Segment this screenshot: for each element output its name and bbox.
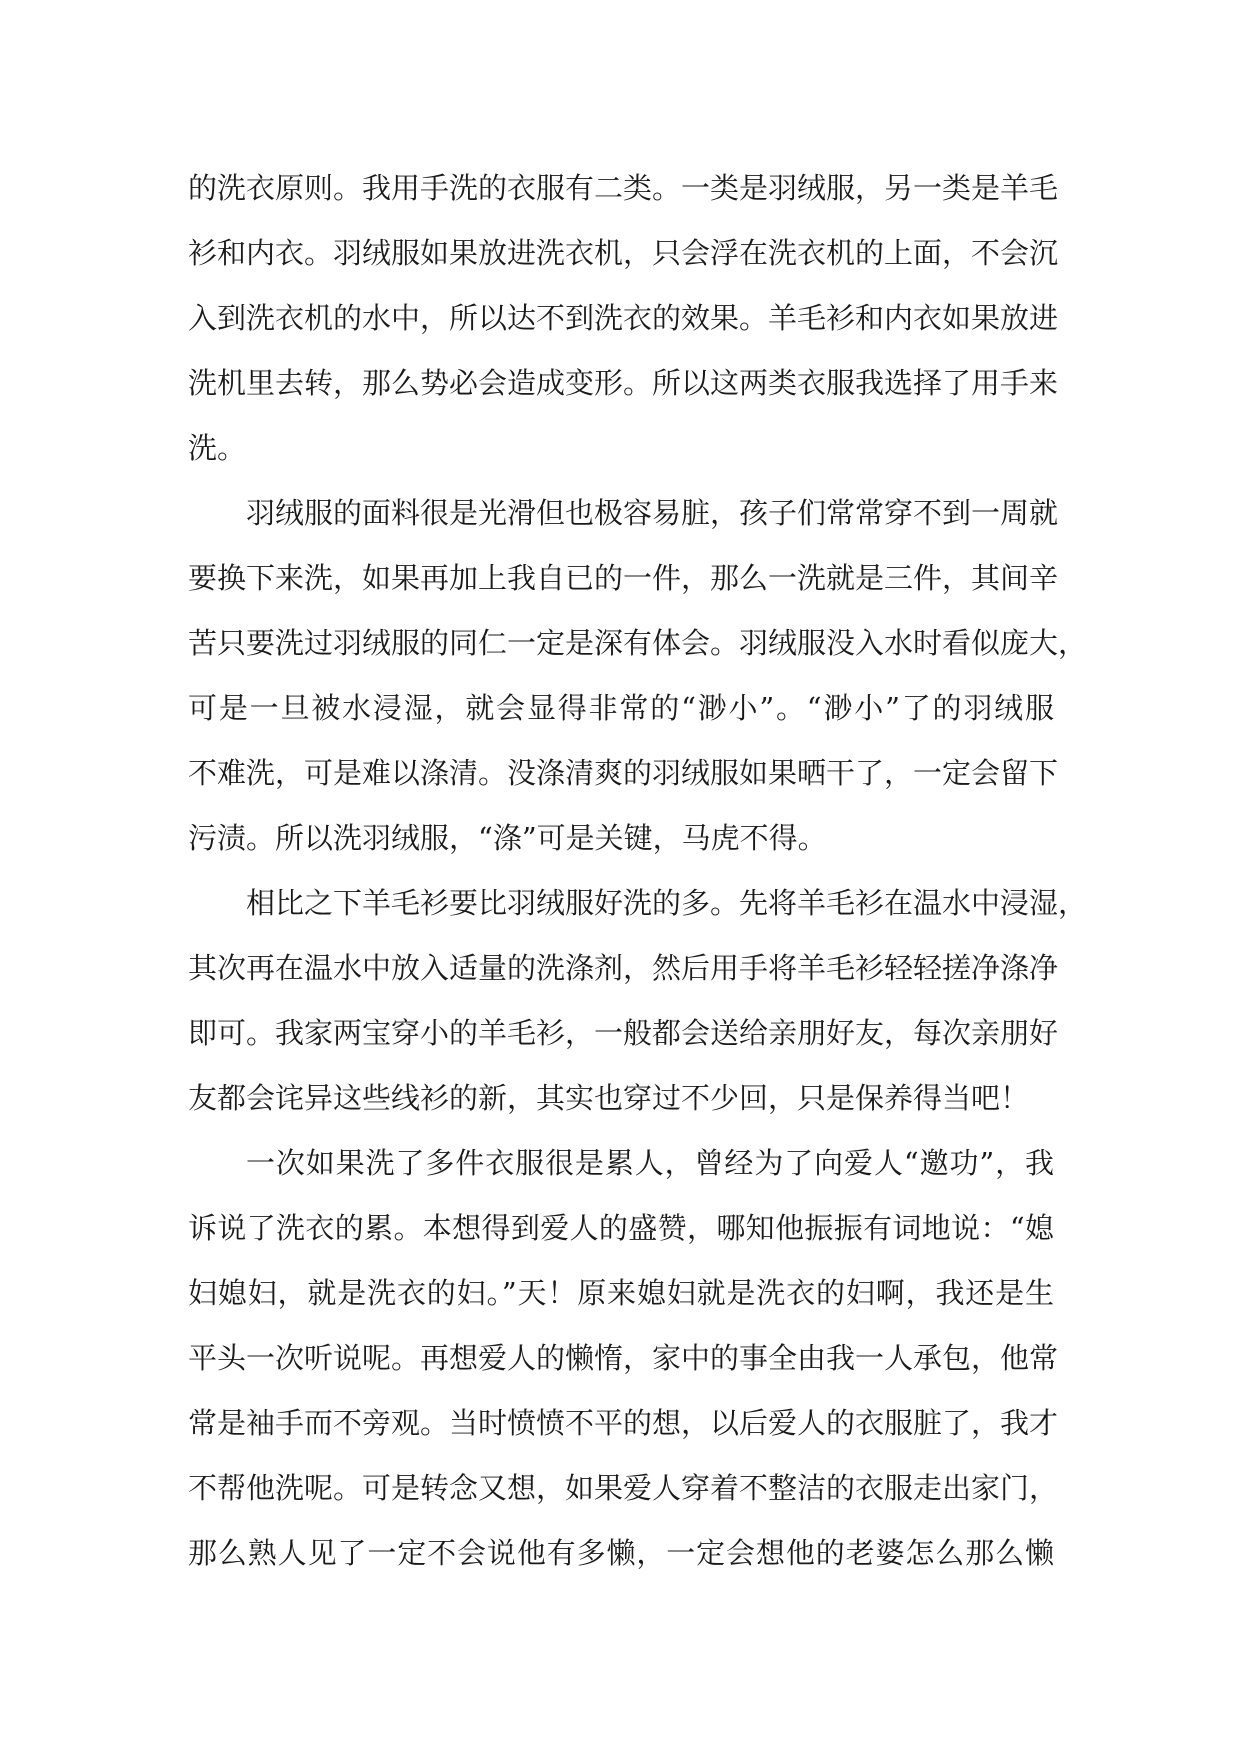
- text-line: 要换下来洗，如果再加上我自已的一件，那么一洗就是三件，其间辛: [188, 561, 1059, 595]
- text-line: 平头一次听说呢。再想爱人的懒惰，家中的事全由我一人承包，他常: [188, 1341, 1059, 1375]
- paragraph-3: [188, 871, 1088, 1131]
- text-line: 污渍。所以洗羽绒服，“涤”可是关键，马虎不得。: [188, 821, 827, 855]
- text-line: 苦只要洗过羽绒服的同仁一定是深有体会。羽绒服没入水时看似庞大，: [188, 626, 1088, 660]
- text-line: 洗机里去转，那么势必会造成变形。所以这两类衣服我选择了用手来: [188, 366, 1059, 400]
- text-line: 的洗衣原则。我用手洗的衣服有二类。一类是羽绒服，另一类是羊毛: [188, 171, 1059, 205]
- text-line: 洗。: [188, 431, 247, 465]
- text-line: 其次再在温水中放入适量的洗涤剂，然后用手将羊毛衫轻轻搓净涤净: [188, 951, 1059, 985]
- text-line: 衫和内衣。羽绒服如果放进洗衣机，只会浮在洗衣机的上面，不会沉: [188, 236, 1059, 270]
- paragraph-2: [188, 481, 1088, 871]
- text-line: 可是一旦被水浸湿，就会显得非常的“渺小”。“渺小”了的羽绒服: [188, 691, 1054, 725]
- text-line: 友都会诧异这些线衫的新，其实也穿过不少回，只是保养得当吧！: [188, 1081, 1030, 1115]
- text-line: 那么熟人见了一定不会说他有多懒，一定会想他的老婆怎么那么懒: [188, 1536, 1054, 1570]
- text-line: 相比之下羊毛衫要比羽绒服好洗的多。先将羊毛衫在温水中浸湿，: [246, 886, 1088, 920]
- paragraph-1: [188, 156, 1059, 481]
- paragraph-4: [188, 1131, 1059, 1586]
- text-line: 不帮他洗呢。可是转念又想，如果爱人穿着不整洁的衣服走出家门，: [188, 1471, 1059, 1505]
- text-line: 羽绒服的面料很是光滑但也极容易脏，孩子们常常穿不到一周就: [246, 496, 1059, 530]
- text-line: 一次如果洗了多件衣服很是累人，曾经为了向爱人“邀功”，我: [246, 1146, 1054, 1180]
- text-line: 常是袖手而不旁观。当时愤愤不平的想，以后爱人的衣服脏了，我才: [188, 1406, 1059, 1440]
- text-line: 诉说了洗衣的累。本想得到爱人的盛赞，哪知他振振有词地说：“媳: [188, 1211, 1054, 1245]
- text-line: 不难洗，可是难以涤清。没涤清爽的羽绒服如果晒干了，一定会留下: [188, 756, 1059, 790]
- text-line: 入到洗衣机的水中，所以达不到洗衣的效果。羊毛衫和内衣如果放进: [188, 301, 1059, 335]
- document-body: [188, 156, 1088, 1586]
- text-line: 妇媳妇，就是洗衣的妇。”天！原来媳妇就是洗衣的妇啊，我还是生: [188, 1276, 1054, 1310]
- text-line: 即可。我家两宝穿小的羊毛衫，一般都会送给亲朋好友，每次亲朋好: [188, 1016, 1059, 1050]
